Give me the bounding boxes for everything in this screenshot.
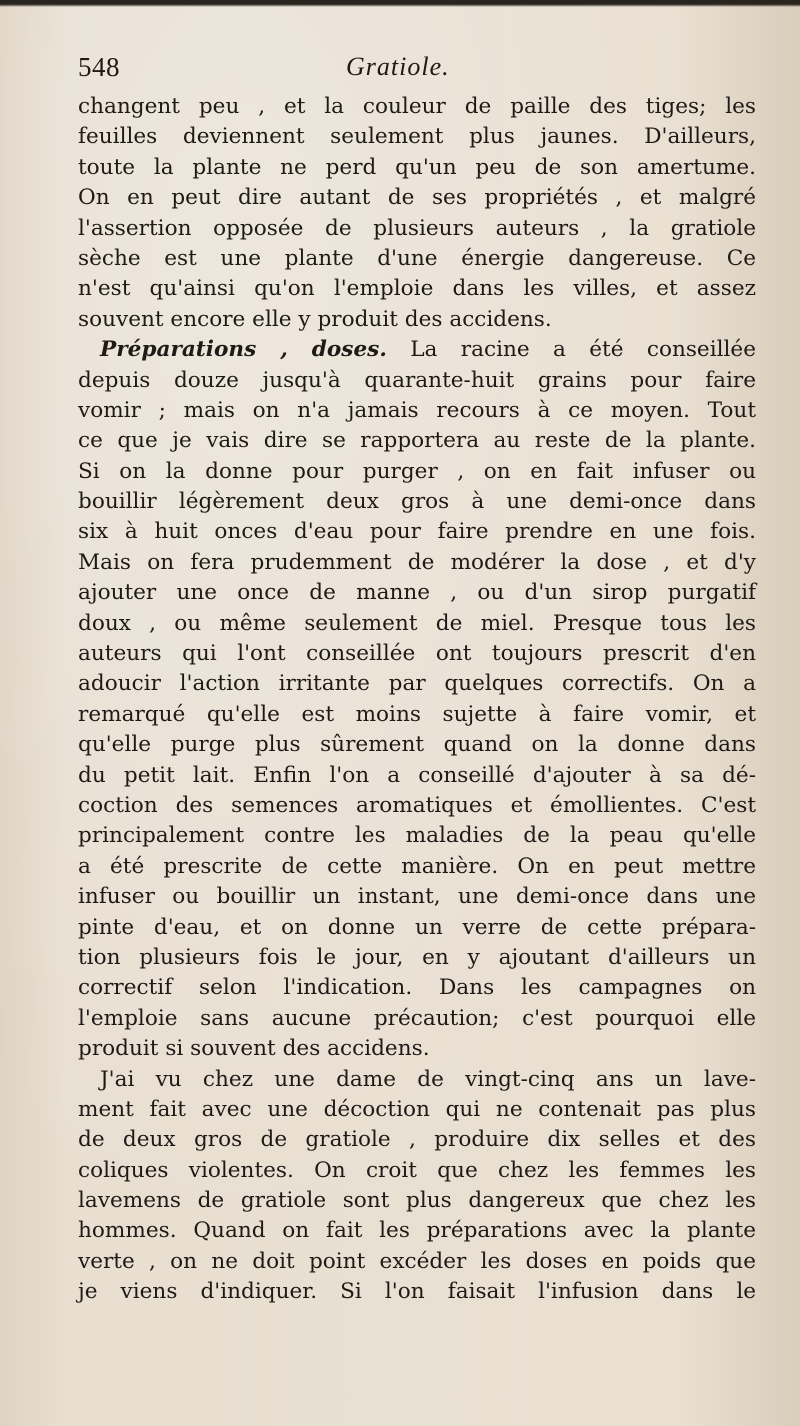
top-edge-shadow bbox=[0, 0, 800, 7]
text-line: adoucir l'action irritante par quelques correctifs. On a bbox=[78, 671, 756, 697]
text-line: changent peu , et la couleur de paille des tiges; les bbox=[78, 94, 756, 119]
paragraph-2 bbox=[78, 335, 756, 1064]
text-line: Mais on fera prudemment de modérer la dose , et d'y bbox=[78, 549, 756, 575]
text-line: l'assertion opposée de plusieurs auteurs , la gratiole bbox=[78, 215, 756, 241]
text-line: tion plusieurs fois le jour, en y ajoutant d'ailleurs un bbox=[78, 944, 756, 970]
text-line: hommes. Quand on fait les préparations avec la plante bbox=[78, 1218, 756, 1244]
text-line: doux , ou même seulement de miel. Presque tous les bbox=[78, 610, 756, 636]
text-line: remarqué qu'elle est moins sujette à faire vomir, et bbox=[78, 701, 756, 727]
text-line bbox=[78, 335, 756, 365]
text-line: toute la plante ne perd qu'un peu de son amertume. bbox=[78, 154, 756, 180]
text-line: On en peut dire autant de ses propriétés , et malgré bbox=[78, 185, 756, 211]
text-line: sèche est une plante d'une énergie dangereuse. Ce bbox=[78, 245, 756, 271]
text-line: a été prescrite de cette manière. On en peut mettre bbox=[78, 853, 756, 879]
paragraph-1 bbox=[78, 92, 756, 335]
text-line: ce que je vais dire se rapportera au reste de la plante. bbox=[78, 428, 756, 454]
text-line: correctif selon l'indication. Dans les campagnes on bbox=[78, 975, 756, 1001]
text-line: six à huit onces d'eau pour faire prendre en une fois. bbox=[78, 519, 756, 545]
text-line: du petit lait. Enfin l'on a conseillé d'ajouter à sa dé- bbox=[78, 762, 756, 788]
text-line: bouillir légèrement deux gros à une demi-once dans bbox=[78, 489, 756, 515]
text-line: coliques violentes. On croit que chez les femmes les bbox=[78, 1157, 756, 1183]
text-line: qu'elle purge plus sûrement quand on la donne dans bbox=[78, 732, 756, 758]
text-line: depuis douze jusqu'à quarante-huit grains pour faire bbox=[78, 367, 756, 393]
page-number: 548 bbox=[78, 52, 120, 82]
text-line: pinte d'eau, et on donne un verre de cette prépara- bbox=[78, 914, 756, 940]
text-line: J'ai vu chez une dame de vingt-cinq ans un lave- bbox=[100, 1066, 756, 1092]
running-head: Gratiole. bbox=[346, 52, 450, 81]
section-heading: Préparations , doses. bbox=[100, 337, 387, 363]
text-line: infuser ou bouillir un instant, une demi-once dans une bbox=[78, 884, 756, 910]
text-line: verte , on ne doit point excéder les doses en poids que bbox=[78, 1248, 756, 1274]
text-line: de deux gros de gratiole , produire dix selles et des bbox=[78, 1127, 756, 1153]
text-line: je viens d'indiquer. Si l'on faisait l'infusion dans le bbox=[78, 1279, 756, 1305]
text-line: coction des semences aromatiques et émollientes. C'est bbox=[78, 792, 756, 818]
text-line: souvent encore elle y produit des accidens. bbox=[78, 306, 552, 332]
text-line: ajouter une once de manne , ou d'un sirop purgatif bbox=[78, 580, 756, 606]
text-line: Si on la donne pour purger , on en fait infuser ou bbox=[78, 458, 756, 484]
text-line: produit si souvent des accidens. bbox=[78, 1036, 430, 1062]
text-line: n'est qu'ainsi qu'on l'emploie dans les villes, et assez bbox=[78, 276, 756, 302]
text-line: principalement contre les maladies de la peau qu'elle bbox=[78, 823, 756, 849]
text-line: vomir ; mais on n'a jamais recours à ce moyen. Tout bbox=[78, 397, 756, 423]
text-line: feuilles deviennent seulement plus jaunes. D'ailleurs, bbox=[78, 124, 756, 150]
text-line: auteurs qui l'ont conseillée ont toujours prescrit d'en bbox=[78, 641, 756, 667]
paragraph-3 bbox=[78, 1065, 756, 1308]
text-line: lavemens de gratiole sont plus dangereux que chez les bbox=[78, 1188, 756, 1214]
heading-line-rest: La racine a été conseillée bbox=[410, 337, 756, 363]
body-text bbox=[78, 92, 756, 1308]
text-line: ment fait avec une décoction qui ne contenait pas plus bbox=[78, 1096, 756, 1122]
page-header bbox=[78, 52, 768, 90]
text-line: l'emploie sans aucune précaution; c'est pourquoi elle bbox=[78, 1005, 756, 1031]
